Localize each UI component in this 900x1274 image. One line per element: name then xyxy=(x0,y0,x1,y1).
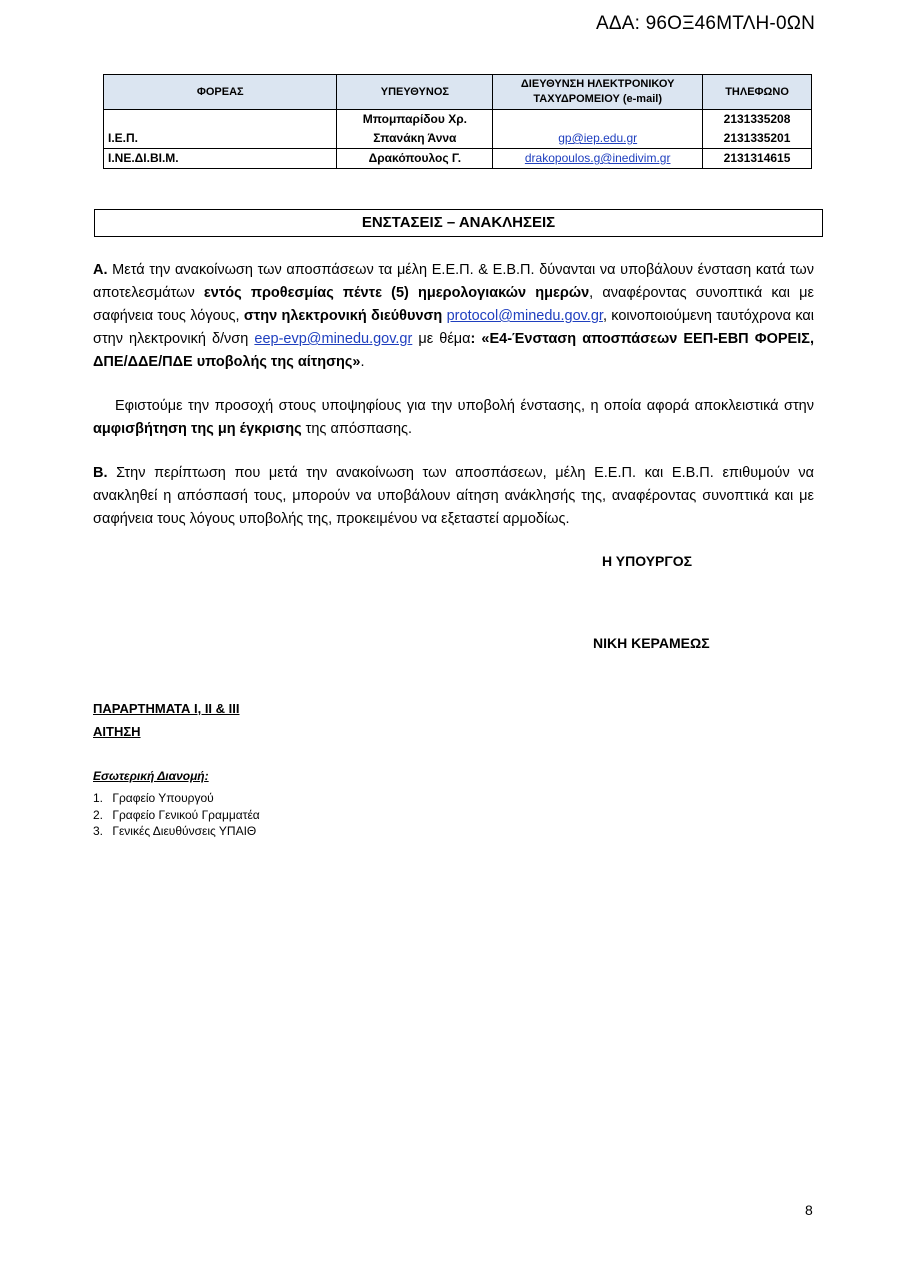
text-run: Στην περίπτωση που μετά την ανακοίνωση των αποσπάσεων, μέλη Ε.Ε.Π. και Ε.Β.Π. επιθυμούν να ανακληθεί η απόσπασή τους, μπορούν να υποβάλουν αίτηση ανάκλησής της, αναφέροντας συνοπτικά και με σαφήνεια τους λόγους υποβολής της, προκειμένου να εξεταστεί αρμοδίως. xyxy=(93,465,814,527)
list-number: 1. xyxy=(93,791,104,805)
cell-responsible xyxy=(337,110,493,149)
text-run: , αναφέροντας συνοπτικά και με σαφήνεια τους λόγους, xyxy=(93,285,814,324)
cell-responsible: Δρακόπουλος Γ. xyxy=(337,149,493,169)
page-number: 8 xyxy=(805,1202,813,1218)
phone-line: 2131335208 xyxy=(723,112,791,126)
list-number: 2. xyxy=(93,807,104,822)
distribution-title xyxy=(93,769,209,783)
list-item xyxy=(93,823,260,840)
cell-foreas: Ι.ΝΕ.ΔΙ.ΒΙ.Μ. xyxy=(104,149,337,169)
text-run: Μετά την ανακοίνωση των αποσπάσεων τα μέλη Ε.Ε.Π. & Ε.Β.Π. δύνανται να υποβάλουν ένσταση κατά των αποτελεσμάτων xyxy=(93,262,814,301)
bold-run: : «Ε4-Ένσταση αποσπάσεων ΕΕΠ-ΕΒΠ ΦΟΡΕΙΣ, ΔΠΕ/ΔΔΕ/ΠΔΕ υποβολής της αίτησης» xyxy=(93,331,814,370)
bold-run: εντός προθεσμίας πέντε (5) ημερολογιακών ημερών xyxy=(203,285,590,301)
list-label: Γενικές Διευθύνσεις ΥΠΑΙΘ xyxy=(112,824,257,838)
bold-run: αμφισβήτηση της μη έγκρισης xyxy=(93,421,302,437)
table-row xyxy=(104,149,812,169)
section-title: ΕΝΣΤΑΣΕΙΣ – ΑΝΑΚΛΗΣΕΙΣ xyxy=(94,209,823,237)
paragraph-label: Β. xyxy=(93,465,108,481)
eep-evp-email-link[interactable]: eep-evp@minedu.gov.gr xyxy=(254,331,413,347)
paragraph-label: Α. xyxy=(93,262,108,278)
annexes-title: ΠΑΡΑΡΤΗΜΑΤΑ Ι, ΙΙ & ΙΙΙ xyxy=(93,701,240,716)
distribution-title-text: Εσωτερική Διανομή xyxy=(93,769,205,783)
column-header-email: ΔΙΕΥΘΥΝΣΗ ΗΛΕΚΤΡΟΝΙΚΟΥ ΤΑΧΥΔΡΟΜΕΙΟΥ (e-mail) xyxy=(493,75,703,110)
distribution-list xyxy=(93,790,260,840)
text-run: . xyxy=(360,354,365,370)
phone-line: 2131335201 xyxy=(723,131,791,145)
table-header-row xyxy=(104,75,812,110)
cell-foreas: Ι.Ε.Π. xyxy=(104,110,337,149)
list-label: Γραφείο Γενικού Γραμματέα xyxy=(112,807,260,822)
email-link[interactable]: drakopoulos.g@inedivim.gr xyxy=(524,151,671,165)
paragraph-a xyxy=(93,259,814,374)
annexes-subtitle: ΑΙΤΗΣΗ xyxy=(93,724,141,739)
paragraph-note xyxy=(93,395,814,441)
protocol-email-link[interactable]: protocol@minedu.gov.gr xyxy=(446,308,603,324)
text-run: , κοινοποιούμενη ταυτόχρονα και στην ηλεκτρονική δ/νση xyxy=(93,308,815,347)
text-run: Εφιστούμε την προσοχή στους υποψηφίους για την υποβολή ένστασης, η οποία αφορά αποκλειστικά στην xyxy=(115,398,814,414)
list-label: Γραφείο Υπουργού xyxy=(112,791,214,805)
cell-phone: 2131314615 xyxy=(703,149,812,169)
column-header-foreas: ΦΟΡΕΑΣ xyxy=(104,75,337,110)
column-header-phone: ΤΗΛΕΦΩΝΟ xyxy=(703,75,812,110)
text-run: με θέμα xyxy=(412,331,471,347)
signature-title: Η ΥΠΟΥΡΓΟΣ xyxy=(602,553,693,569)
contacts-table xyxy=(103,74,812,169)
responsible-line: Μπομπαρίδου Χρ. xyxy=(362,112,467,126)
list-number: 3. xyxy=(93,824,104,838)
cell-email xyxy=(493,149,703,169)
text-run: της απόσπασης. xyxy=(301,421,413,437)
signature-name: ΝΙΚΗ ΚΕΡΑΜΕΩΣ xyxy=(593,635,710,651)
list-item xyxy=(93,807,260,824)
paragraph-b xyxy=(93,462,814,531)
email-link[interactable]: gp@iep.edu.gr xyxy=(558,131,638,145)
distribution-title-colon: : xyxy=(204,769,209,783)
list-item xyxy=(93,790,260,807)
responsible-line: Σπανάκη Άννα xyxy=(373,131,457,145)
cell-email xyxy=(493,110,703,149)
table-row xyxy=(104,110,812,149)
column-header-responsible: ΥΠΕΥΘΥΝΟΣ xyxy=(337,75,493,110)
cell-phone xyxy=(703,110,812,149)
bold-run: στην ηλεκτρονική διεύθυνση xyxy=(243,308,443,324)
ada-code: ΑΔΑ: 96ΟΞ46ΜΤΛΗ-0ΩΝ xyxy=(596,13,816,34)
